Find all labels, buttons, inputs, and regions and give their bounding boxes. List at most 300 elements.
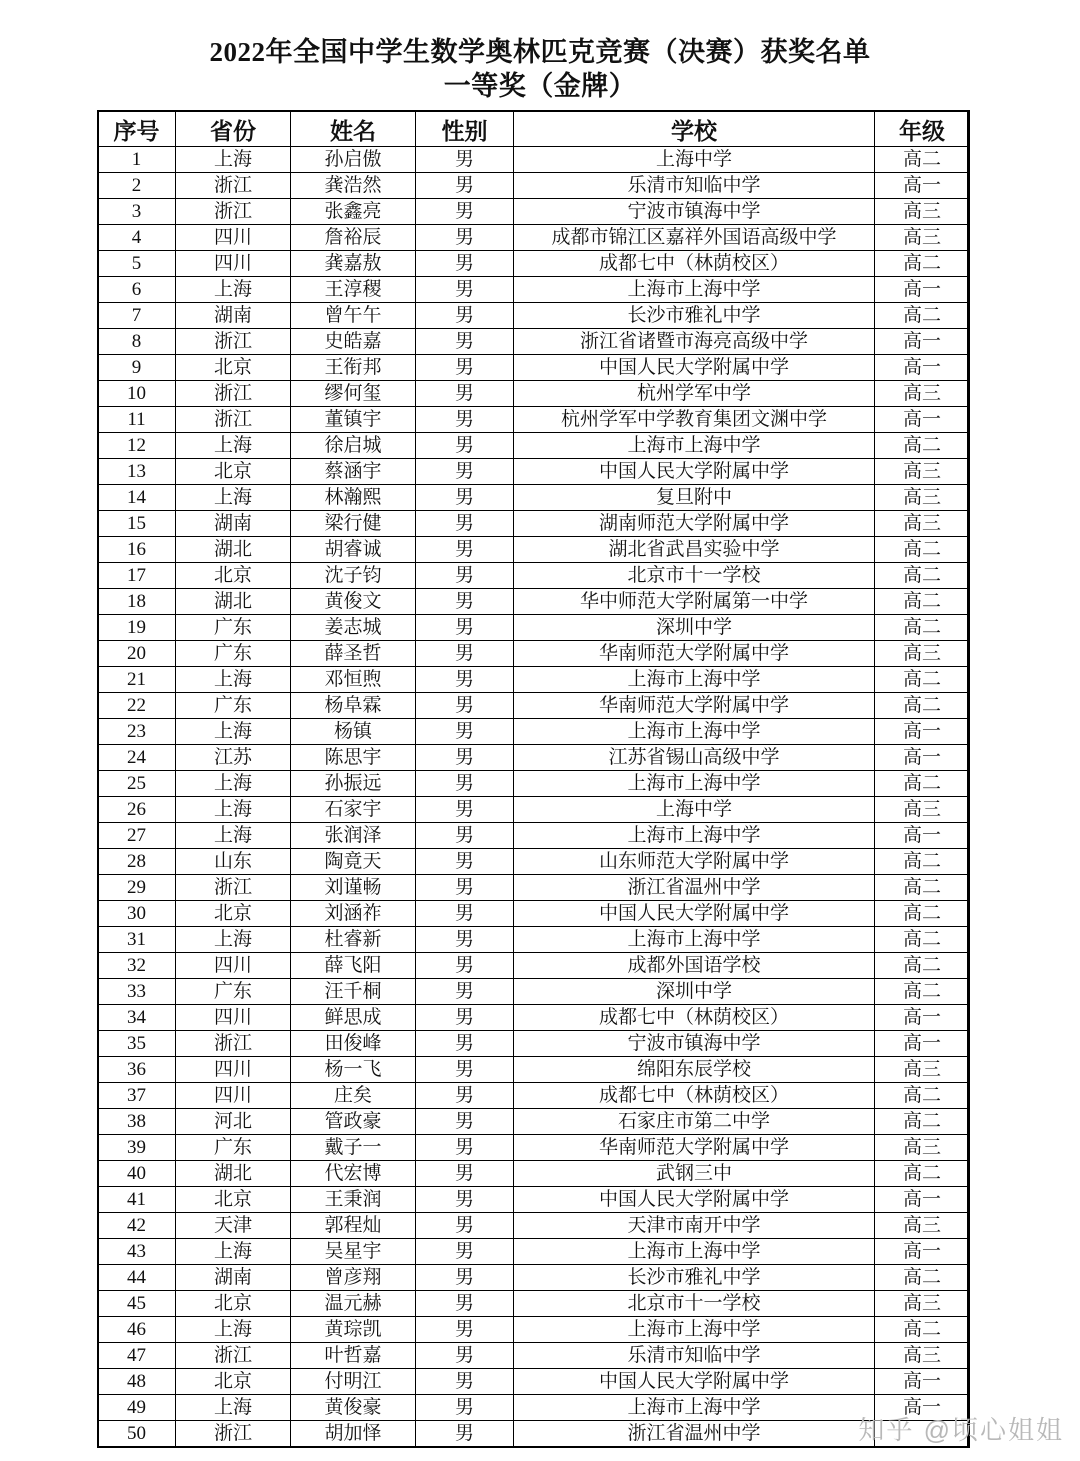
cell-name: 蔡涵宇 bbox=[291, 459, 416, 485]
cell-province: 上海 bbox=[176, 1395, 291, 1421]
cell-province: 上海 bbox=[176, 433, 291, 459]
cell-index: 10 bbox=[98, 381, 176, 407]
cell-name: 龚浩然 bbox=[291, 173, 416, 199]
cell-school: 石家庄市第二中学 bbox=[514, 1109, 875, 1135]
table-row bbox=[98, 745, 970, 771]
cell-grade: 高二 bbox=[875, 875, 970, 901]
cell-index: 3 bbox=[98, 199, 176, 225]
cell-name: 龚嘉敖 bbox=[291, 251, 416, 277]
cell-province: 上海 bbox=[176, 1317, 291, 1343]
table-row bbox=[98, 1161, 970, 1187]
cell-name: 吴星宇 bbox=[291, 1239, 416, 1265]
cell-school: 中国人民大学附属中学 bbox=[514, 459, 875, 485]
cell-province: 四川 bbox=[176, 1005, 291, 1031]
cell-gender: 男 bbox=[416, 979, 514, 1005]
cell-school: 华南师范大学附属中学 bbox=[514, 693, 875, 719]
table-body bbox=[98, 147, 970, 1448]
cell-grade: 高三 bbox=[875, 199, 970, 225]
cell-gender: 男 bbox=[416, 511, 514, 537]
table-row bbox=[98, 953, 970, 979]
cell-province: 浙江 bbox=[176, 1031, 291, 1057]
cell-name: 徐启城 bbox=[291, 433, 416, 459]
cell-index: 24 bbox=[98, 745, 176, 771]
cell-index: 5 bbox=[98, 251, 176, 277]
cell-school: 成都七中（林荫校区） bbox=[514, 251, 875, 277]
cell-province: 湖北 bbox=[176, 1161, 291, 1187]
cell-gender: 男 bbox=[416, 1343, 514, 1369]
cell-grade: 高二 bbox=[875, 589, 970, 615]
cell-gender: 男 bbox=[416, 641, 514, 667]
cell-grade: 高三 bbox=[875, 381, 970, 407]
cell-province: 广东 bbox=[176, 641, 291, 667]
cell-gender: 男 bbox=[416, 277, 514, 303]
cell-index: 40 bbox=[98, 1161, 176, 1187]
cell-index: 38 bbox=[98, 1109, 176, 1135]
column-header-name: 姓名 bbox=[291, 111, 416, 147]
cell-province: 北京 bbox=[176, 355, 291, 381]
cell-gender: 男 bbox=[416, 615, 514, 641]
table-row bbox=[98, 901, 970, 927]
cell-school: 成都七中（林荫校区） bbox=[514, 1083, 875, 1109]
cell-province: 湖南 bbox=[176, 303, 291, 329]
cell-grade: 高二 bbox=[875, 1161, 970, 1187]
cell-school: 绵阳东辰学校 bbox=[514, 1057, 875, 1083]
cell-province: 湖南 bbox=[176, 1265, 291, 1291]
cell-province: 北京 bbox=[176, 1291, 291, 1317]
cell-gender: 男 bbox=[416, 745, 514, 771]
table-row bbox=[98, 589, 970, 615]
cell-school: 上海中学 bbox=[514, 797, 875, 823]
cell-grade: 高三 bbox=[875, 1213, 970, 1239]
cell-name: 杨一飞 bbox=[291, 1057, 416, 1083]
cell-gender: 男 bbox=[416, 433, 514, 459]
cell-province: 北京 bbox=[176, 901, 291, 927]
cell-index: 43 bbox=[98, 1239, 176, 1265]
table-row bbox=[98, 693, 970, 719]
cell-province: 四川 bbox=[176, 1083, 291, 1109]
table-row bbox=[98, 1239, 970, 1265]
cell-index: 16 bbox=[98, 537, 176, 563]
cell-index: 30 bbox=[98, 901, 176, 927]
cell-index: 27 bbox=[98, 823, 176, 849]
table-row bbox=[98, 823, 970, 849]
cell-name: 张润泽 bbox=[291, 823, 416, 849]
table-row bbox=[98, 1005, 970, 1031]
cell-school: 华南师范大学附属中学 bbox=[514, 641, 875, 667]
cell-index: 13 bbox=[98, 459, 176, 485]
table-header-row bbox=[98, 111, 970, 147]
cell-name: 梁行健 bbox=[291, 511, 416, 537]
award-table bbox=[97, 110, 970, 1448]
cell-grade: 高二 bbox=[875, 251, 970, 277]
table-row bbox=[98, 1317, 970, 1343]
cell-province: 北京 bbox=[176, 563, 291, 589]
cell-grade: 高二 bbox=[875, 979, 970, 1005]
cell-name: 曾彦翔 bbox=[291, 1265, 416, 1291]
cell-index: 45 bbox=[98, 1291, 176, 1317]
cell-province: 山东 bbox=[176, 849, 291, 875]
table-row bbox=[98, 1395, 970, 1421]
table-row bbox=[98, 147, 970, 173]
cell-name: 胡睿诚 bbox=[291, 537, 416, 563]
cell-school: 上海市上海中学 bbox=[514, 433, 875, 459]
cell-grade: 高一 bbox=[875, 1187, 970, 1213]
cell-gender: 男 bbox=[416, 1291, 514, 1317]
cell-gender: 男 bbox=[416, 901, 514, 927]
cell-name: 詹裕辰 bbox=[291, 225, 416, 251]
cell-name: 王秉润 bbox=[291, 1187, 416, 1213]
cell-gender: 男 bbox=[416, 173, 514, 199]
cell-name: 董镇宇 bbox=[291, 407, 416, 433]
table-row bbox=[98, 537, 970, 563]
cell-school: 中国人民大学附属中学 bbox=[514, 901, 875, 927]
cell-name: 叶哲嘉 bbox=[291, 1343, 416, 1369]
cell-grade: 高一 bbox=[875, 407, 970, 433]
cell-name: 温元赫 bbox=[291, 1291, 416, 1317]
cell-province: 湖南 bbox=[176, 511, 291, 537]
table-row bbox=[98, 1213, 970, 1239]
cell-name: 薛圣哲 bbox=[291, 641, 416, 667]
cell-grade: 高三 bbox=[875, 485, 970, 511]
cell-school: 成都七中（林荫校区） bbox=[514, 1005, 875, 1031]
award-table-wrapper bbox=[97, 110, 969, 1448]
cell-name: 王衔邦 bbox=[291, 355, 416, 381]
cell-index: 33 bbox=[98, 979, 176, 1005]
cell-grade: 高三 bbox=[875, 641, 970, 667]
cell-province: 上海 bbox=[176, 147, 291, 173]
table-row bbox=[98, 641, 970, 667]
cell-name: 庄矣 bbox=[291, 1083, 416, 1109]
cell-grade: 高三 bbox=[875, 1057, 970, 1083]
cell-gender: 男 bbox=[416, 459, 514, 485]
cell-index: 17 bbox=[98, 563, 176, 589]
cell-school: 天津市南开中学 bbox=[514, 1213, 875, 1239]
cell-gender: 男 bbox=[416, 485, 514, 511]
cell-gender: 男 bbox=[416, 1005, 514, 1031]
cell-index: 49 bbox=[98, 1395, 176, 1421]
cell-school: 上海市上海中学 bbox=[514, 667, 875, 693]
table-row bbox=[98, 797, 970, 823]
cell-gender: 男 bbox=[416, 1265, 514, 1291]
column-header-grade: 年级 bbox=[875, 111, 970, 147]
cell-school: 宁波市镇海中学 bbox=[514, 199, 875, 225]
cell-grade: 高二 bbox=[875, 771, 970, 797]
cell-index: 37 bbox=[98, 1083, 176, 1109]
cell-gender: 男 bbox=[416, 1187, 514, 1213]
cell-school: 浙江省温州中学 bbox=[514, 1421, 875, 1448]
cell-gender: 男 bbox=[416, 303, 514, 329]
table-row bbox=[98, 1057, 970, 1083]
table-row bbox=[98, 1369, 970, 1395]
cell-province: 浙江 bbox=[176, 875, 291, 901]
cell-province: 北京 bbox=[176, 459, 291, 485]
cell-gender: 男 bbox=[416, 563, 514, 589]
cell-school: 上海市上海中学 bbox=[514, 1395, 875, 1421]
cell-grade: 高三 bbox=[875, 511, 970, 537]
cell-grade: 高二 bbox=[875, 303, 970, 329]
cell-school: 深圳中学 bbox=[514, 615, 875, 641]
cell-gender: 男 bbox=[416, 771, 514, 797]
cell-province: 浙江 bbox=[176, 1421, 291, 1448]
cell-index: 35 bbox=[98, 1031, 176, 1057]
cell-grade: 高一 bbox=[875, 329, 970, 355]
table-row bbox=[98, 615, 970, 641]
cell-name: 杨镇 bbox=[291, 719, 416, 745]
cell-school: 浙江省温州中学 bbox=[514, 875, 875, 901]
cell-index: 4 bbox=[98, 225, 176, 251]
cell-gender: 男 bbox=[416, 537, 514, 563]
cell-school: 北京市十一学校 bbox=[514, 1291, 875, 1317]
table-row bbox=[98, 667, 970, 693]
cell-grade: 高一 bbox=[875, 1239, 970, 1265]
table-row bbox=[98, 1109, 970, 1135]
column-header-gender: 性别 bbox=[416, 111, 514, 147]
cell-school: 深圳中学 bbox=[514, 979, 875, 1005]
cell-school: 上海市上海中学 bbox=[514, 823, 875, 849]
cell-index: 31 bbox=[98, 927, 176, 953]
cell-province: 北京 bbox=[176, 1187, 291, 1213]
cell-name: 戴子一 bbox=[291, 1135, 416, 1161]
cell-school: 上海市上海中学 bbox=[514, 771, 875, 797]
cell-school: 杭州学军中学教育集团文渊中学 bbox=[514, 407, 875, 433]
cell-index: 21 bbox=[98, 667, 176, 693]
cell-grade: 高二 bbox=[875, 615, 970, 641]
cell-grade: 高二 bbox=[875, 901, 970, 927]
table-row bbox=[98, 849, 970, 875]
cell-name: 刘谨畅 bbox=[291, 875, 416, 901]
cell-province: 江苏 bbox=[176, 745, 291, 771]
cell-grade: 高一 bbox=[875, 1031, 970, 1057]
table-row bbox=[98, 355, 970, 381]
cell-school: 武钢三中 bbox=[514, 1161, 875, 1187]
cell-grade: 高二 bbox=[875, 1083, 970, 1109]
table-row bbox=[98, 771, 970, 797]
cell-name: 鲜思成 bbox=[291, 1005, 416, 1031]
cell-province: 河北 bbox=[176, 1109, 291, 1135]
cell-grade: 高三 bbox=[875, 1135, 970, 1161]
cell-gender: 男 bbox=[416, 381, 514, 407]
table-row bbox=[98, 927, 970, 953]
cell-province: 浙江 bbox=[176, 381, 291, 407]
cell-name: 邓恒煦 bbox=[291, 667, 416, 693]
cell-name: 史皓嘉 bbox=[291, 329, 416, 355]
cell-grade bbox=[875, 1421, 970, 1448]
cell-name: 杜睿新 bbox=[291, 927, 416, 953]
cell-name: 石家宇 bbox=[291, 797, 416, 823]
cell-grade: 高三 bbox=[875, 797, 970, 823]
cell-grade: 高一 bbox=[875, 1395, 970, 1421]
cell-province: 浙江 bbox=[176, 329, 291, 355]
cell-province: 浙江 bbox=[176, 1343, 291, 1369]
cell-index: 26 bbox=[98, 797, 176, 823]
cell-province: 浙江 bbox=[176, 199, 291, 225]
table-row bbox=[98, 329, 970, 355]
cell-grade: 高一 bbox=[875, 1005, 970, 1031]
cell-gender: 男 bbox=[416, 407, 514, 433]
cell-grade: 高一 bbox=[875, 719, 970, 745]
cell-grade: 高二 bbox=[875, 563, 970, 589]
cell-index: 47 bbox=[98, 1343, 176, 1369]
cell-school: 宁波市镇海中学 bbox=[514, 1031, 875, 1057]
cell-school: 长沙市雅礼中学 bbox=[514, 1265, 875, 1291]
cell-gender: 男 bbox=[416, 719, 514, 745]
cell-grade: 高一 bbox=[875, 823, 970, 849]
table-row bbox=[98, 1291, 970, 1317]
cell-index: 46 bbox=[98, 1317, 176, 1343]
cell-province: 上海 bbox=[176, 771, 291, 797]
cell-index: 11 bbox=[98, 407, 176, 433]
table-row bbox=[98, 199, 970, 225]
cell-name: 沈子钧 bbox=[291, 563, 416, 589]
cell-grade: 高二 bbox=[875, 537, 970, 563]
table-row bbox=[98, 225, 970, 251]
cell-index: 28 bbox=[98, 849, 176, 875]
cell-gender: 男 bbox=[416, 667, 514, 693]
cell-gender: 男 bbox=[416, 1421, 514, 1448]
cell-school: 成都外国语学校 bbox=[514, 953, 875, 979]
cell-province: 广东 bbox=[176, 1135, 291, 1161]
cell-name: 陶竟天 bbox=[291, 849, 416, 875]
cell-index: 50 bbox=[98, 1421, 176, 1448]
cell-school: 北京市十一学校 bbox=[514, 563, 875, 589]
cell-province: 四川 bbox=[176, 251, 291, 277]
cell-grade: 高二 bbox=[875, 433, 970, 459]
cell-index: 34 bbox=[98, 1005, 176, 1031]
cell-index: 39 bbox=[98, 1135, 176, 1161]
cell-index: 18 bbox=[98, 589, 176, 615]
cell-school: 上海市上海中学 bbox=[514, 1239, 875, 1265]
cell-name: 孙启傲 bbox=[291, 147, 416, 173]
cell-gender: 男 bbox=[416, 693, 514, 719]
cell-index: 22 bbox=[98, 693, 176, 719]
cell-school: 浙江省诸暨市海亮高级中学 bbox=[514, 329, 875, 355]
page-title: 2022年全国中学生数学奥林匹克竞赛（决赛）获奖名单 bbox=[209, 37, 871, 67]
cell-gender: 男 bbox=[416, 1239, 514, 1265]
cell-school: 杭州学军中学 bbox=[514, 381, 875, 407]
cell-province: 上海 bbox=[176, 667, 291, 693]
cell-gender: 男 bbox=[416, 147, 514, 173]
cell-school: 成都市锦江区嘉祥外国语高级中学 bbox=[514, 225, 875, 251]
cell-name: 黄俊豪 bbox=[291, 1395, 416, 1421]
cell-school: 华中师范大学附属第一中学 bbox=[514, 589, 875, 615]
cell-gender: 男 bbox=[416, 797, 514, 823]
column-header-index: 序号 bbox=[98, 111, 176, 147]
cell-grade: 高二 bbox=[875, 1109, 970, 1135]
cell-grade: 高二 bbox=[875, 667, 970, 693]
cell-school: 中国人民大学附属中学 bbox=[514, 1187, 875, 1213]
cell-gender: 男 bbox=[416, 225, 514, 251]
cell-gender: 男 bbox=[416, 1057, 514, 1083]
cell-school: 上海中学 bbox=[514, 147, 875, 173]
cell-school: 中国人民大学附属中学 bbox=[514, 1369, 875, 1395]
cell-province: 广东 bbox=[176, 693, 291, 719]
cell-index: 25 bbox=[98, 771, 176, 797]
cell-school: 湖北省武昌实验中学 bbox=[514, 537, 875, 563]
cell-grade: 高二 bbox=[875, 953, 970, 979]
cell-gender: 男 bbox=[416, 927, 514, 953]
cell-index: 23 bbox=[98, 719, 176, 745]
cell-gender: 男 bbox=[416, 329, 514, 355]
cell-index: 44 bbox=[98, 1265, 176, 1291]
cell-grade: 高二 bbox=[875, 849, 970, 875]
cell-index: 32 bbox=[98, 953, 176, 979]
table-row bbox=[98, 485, 970, 511]
cell-index: 29 bbox=[98, 875, 176, 901]
cell-gender: 男 bbox=[416, 355, 514, 381]
cell-province: 四川 bbox=[176, 1057, 291, 1083]
cell-school: 复旦附中 bbox=[514, 485, 875, 511]
cell-school: 华南师范大学附属中学 bbox=[514, 1135, 875, 1161]
cell-school: 长沙市雅礼中学 bbox=[514, 303, 875, 329]
cell-grade: 高一 bbox=[875, 1369, 970, 1395]
cell-gender: 男 bbox=[416, 1109, 514, 1135]
cell-name: 付明江 bbox=[291, 1369, 416, 1395]
cell-province: 湖北 bbox=[176, 537, 291, 563]
cell-school: 上海市上海中学 bbox=[514, 719, 875, 745]
cell-index: 48 bbox=[98, 1369, 176, 1395]
cell-province: 上海 bbox=[176, 485, 291, 511]
table-row bbox=[98, 1031, 970, 1057]
cell-school: 江苏省锡山高级中学 bbox=[514, 745, 875, 771]
cell-gender: 男 bbox=[416, 1317, 514, 1343]
cell-grade: 高三 bbox=[875, 1291, 970, 1317]
cell-name: 杨阜霖 bbox=[291, 693, 416, 719]
table-row bbox=[98, 1265, 970, 1291]
cell-grade: 高二 bbox=[875, 1265, 970, 1291]
cell-province: 上海 bbox=[176, 927, 291, 953]
cell-name: 张鑫亮 bbox=[291, 199, 416, 225]
table-row bbox=[98, 979, 970, 1005]
cell-province: 上海 bbox=[176, 797, 291, 823]
cell-name: 林瀚熙 bbox=[291, 485, 416, 511]
cell-province: 四川 bbox=[176, 225, 291, 251]
cell-grade: 高三 bbox=[875, 1343, 970, 1369]
cell-school: 山东师范大学附属中学 bbox=[514, 849, 875, 875]
cell-index: 9 bbox=[98, 355, 176, 381]
cell-name: 胡加怿 bbox=[291, 1421, 416, 1448]
cell-name: 缪何玺 bbox=[291, 381, 416, 407]
cell-school: 乐清市知临中学 bbox=[514, 1343, 875, 1369]
cell-school: 中国人民大学附属中学 bbox=[514, 355, 875, 381]
cell-name: 刘涵祚 bbox=[291, 901, 416, 927]
cell-school: 上海市上海中学 bbox=[514, 927, 875, 953]
cell-gender: 男 bbox=[416, 589, 514, 615]
table-row bbox=[98, 719, 970, 745]
cell-school: 上海市上海中学 bbox=[514, 1317, 875, 1343]
document-title-block bbox=[0, 0, 1080, 104]
table-row bbox=[98, 251, 970, 277]
cell-grade: 高三 bbox=[875, 225, 970, 251]
column-header-school: 学校 bbox=[514, 111, 875, 147]
table-row bbox=[98, 511, 970, 537]
cell-province: 湖北 bbox=[176, 589, 291, 615]
table-row bbox=[98, 1135, 970, 1161]
cell-name: 姜志城 bbox=[291, 615, 416, 641]
cell-gender: 男 bbox=[416, 849, 514, 875]
table-row bbox=[98, 407, 970, 433]
cell-gender: 男 bbox=[416, 1395, 514, 1421]
cell-name: 陈思宇 bbox=[291, 745, 416, 771]
cell-grade: 高二 bbox=[875, 147, 970, 173]
cell-index: 2 bbox=[98, 173, 176, 199]
cell-name: 代宏博 bbox=[291, 1161, 416, 1187]
page-subtitle: 一等奖（金牌） bbox=[443, 70, 637, 101]
cell-grade: 高二 bbox=[875, 1317, 970, 1343]
column-header-province: 省份 bbox=[176, 111, 291, 147]
cell-province: 四川 bbox=[176, 953, 291, 979]
cell-province: 上海 bbox=[176, 1239, 291, 1265]
cell-name: 郭程灿 bbox=[291, 1213, 416, 1239]
